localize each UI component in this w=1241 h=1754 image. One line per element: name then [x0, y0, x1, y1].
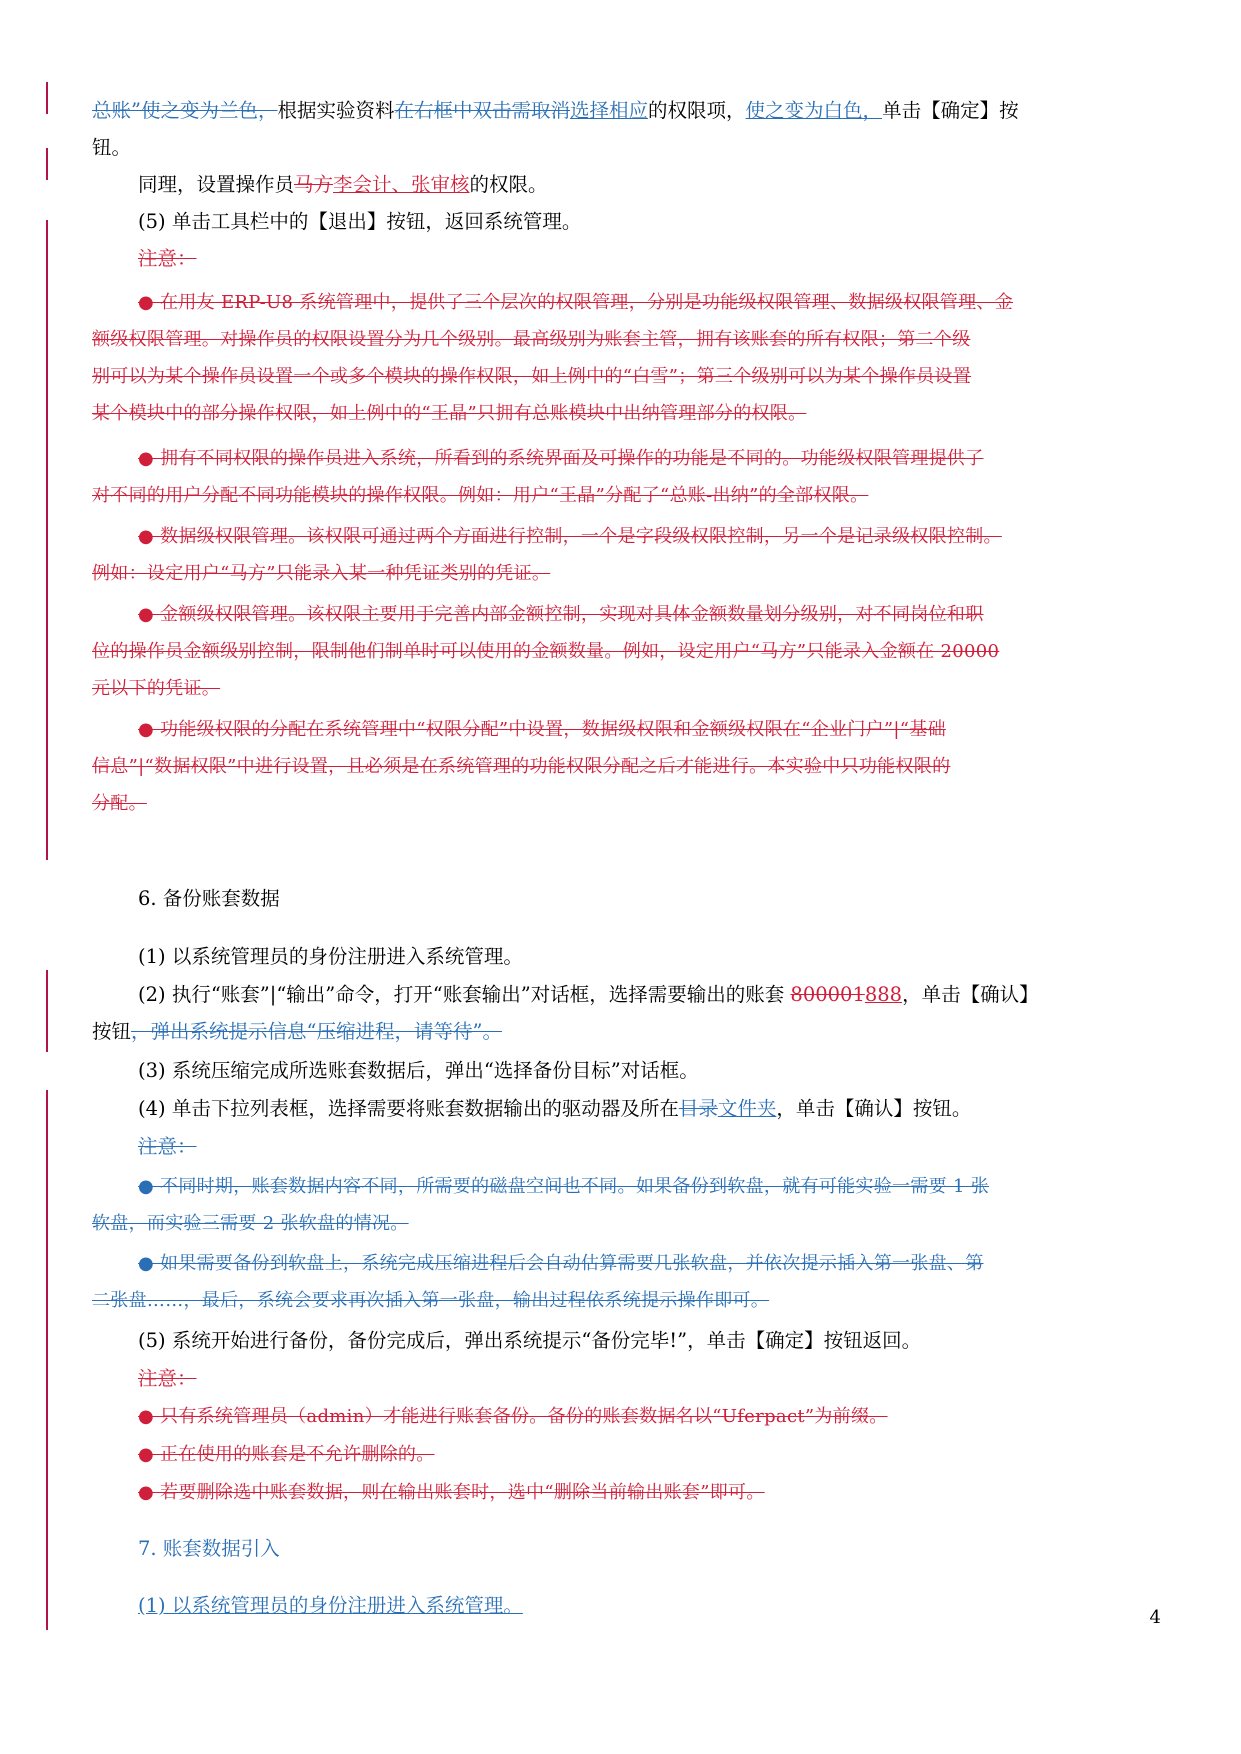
- note-item-cont: 元以下的凭证。: [92, 678, 221, 699]
- deleted-text: 目录: [678, 1097, 718, 1120]
- text: ，单击【确认】按钮。: [776, 1097, 972, 1120]
- note-item-cont: 例如：设定用户“马方”只能录入某一种凭证类别的凭证。: [92, 563, 551, 584]
- paragraph: [92, 203, 1206, 240]
- text: 的权限。: [469, 173, 548, 196]
- inserted-text: 888: [864, 983, 903, 1006]
- change-bar: [46, 970, 48, 1052]
- paragraph: [92, 129, 1160, 166]
- step: (5) 系统开始进行备份，备份完成后，弹出系统提示“备份完毕!”，单击【确定】按钮返回。: [138, 1329, 922, 1352]
- step: (1) 以系统管理员的身份注册进入系统管理。: [138, 1594, 523, 1617]
- deleted-text: 马方: [294, 173, 334, 196]
- note-item-cont: 额级权限管理。对操作员的权限设置分为几个级别。最高级别为账套主管，拥有该账套的所有权限；第二个级: [92, 329, 971, 350]
- step: [92, 1090, 1206, 1127]
- step: [92, 976, 1206, 1013]
- text: 根据实验资料: [277, 99, 395, 122]
- note-title: 注意：: [138, 247, 197, 270]
- note-item: ● 只有系统管理员（admin）才能进行账套备份。备份的账套数据名以“Uferpact”为前缀。: [138, 1406, 888, 1427]
- note-item-cont: 某个模块中的部分操作权限，如上例中的“王晶”只拥有总账模块中出纳管理部分的权限。: [92, 403, 807, 424]
- inserted-text: 文件夹: [717, 1097, 777, 1120]
- page-number: 4: [1149, 1607, 1161, 1628]
- note-item-cont: 位的操作员金额级别控制，限制他们制单时可以使用的金额数量。例如，设定用户“马方”只能录入金额在 20000: [92, 641, 1000, 662]
- note-item: ● 拥有不同权限的操作员进入系统，所看到的系统界面及可操作的功能是不同的。功能级权限管理提供了: [138, 448, 984, 469]
- text: 钮。: [92, 136, 132, 159]
- paragraph: [92, 92, 1160, 129]
- note-item: ● 不同时期，账套数据内容不同，所需要的磁盘空间也不同。如果备份到软盘，就有可能实验一需要 1 张: [138, 1176, 990, 1197]
- note-item-cont: 软盘，而实验三需要 2 张软盘的情况。: [92, 1213, 409, 1234]
- note-item: ● 金额级权限管理。该权限主要用于完善内部金额控制，实现对具体金额数量划分级别，对不同岗位和职: [138, 604, 984, 625]
- inserted-text: 李会计、张审核: [333, 173, 470, 196]
- note-item-cont: 对不同的用户分配不同功能模块的操作权限。例如：用户“王晶”分配了“总账-出纳”的全部权限。: [92, 485, 869, 506]
- text: (5) 单击工具栏中的【退出】按钮，返回系统管理。: [138, 210, 582, 233]
- deleted-text: 总账”使之变为兰色，: [92, 99, 278, 122]
- section-heading: 6. 备份账套数据: [138, 887, 280, 910]
- deleted-text: 在右框中双击需取消: [394, 99, 571, 122]
- note-item: ● 正在使用的账套是不允许删除的。: [138, 1444, 435, 1465]
- note-item-cont: 别可以为某个操作员设置一个或多个模块的操作权限，如上例中的“白雪”；第三个级别可以为某个操作员设置: [92, 366, 972, 387]
- text: (4) 单击下拉列表框，选择需要将账套数据输出的驱动器及所在: [138, 1097, 679, 1120]
- section-heading: 7. 账套数据引入: [138, 1537, 280, 1560]
- change-bar: [46, 220, 48, 860]
- text: (2) 执行“账套”|“输出”命令，打开“账套输出”对话框，选择需要输出的账套: [138, 983, 791, 1006]
- step-cont: [92, 1013, 1160, 1050]
- text: 的权限项，: [648, 99, 746, 122]
- note-item: ● 如果需要备份到软盘上，系统完成压缩进程后会自动估算需要几张软盘，并依次提示插入第一张盘、第: [138, 1253, 984, 1274]
- text: ，单击【确认】: [902, 983, 1039, 1006]
- change-bar: [46, 148, 48, 180]
- change-bar: [46, 82, 48, 114]
- note-item-cont: 二张盘……，最后，系统会要求再次插入第一张盘，输出过程依系统提示操作即可。: [92, 1290, 770, 1311]
- step: (3) 系统压缩完成所选账套数据后，弹出“选择备份目标”对话框。: [138, 1059, 699, 1082]
- paragraph: [92, 166, 1206, 203]
- deleted-text: ，弹出系统提示信息“压缩进程，请等待”。: [131, 1020, 502, 1043]
- note-title: 注意：: [138, 1135, 197, 1158]
- note-item-cont: 分配。: [92, 793, 147, 814]
- note-item: ● 在用友 ERP-U8 系统管理中，提供了三个层次的权限管理，分别是功能级权限管理、数据级权限管理、金: [138, 292, 1013, 313]
- note-title: 注意：: [138, 1367, 197, 1390]
- inserted-text: 使之变为白色，: [745, 99, 883, 122]
- step: (1) 以系统管理员的身份注册进入系统管理。: [138, 945, 523, 968]
- note-item: ● 若要删除选中账套数据，则在输出账套时，选中“删除当前输出账套”即可。: [138, 1482, 765, 1503]
- change-bar: [46, 1090, 48, 1630]
- text: 按钮: [92, 1020, 132, 1043]
- text: 同理，设置操作员: [138, 173, 295, 196]
- note-item-cont: 信息”|“数据权限”中进行设置，且必须是在系统管理的功能权限分配之后才能进行。本实验中只功能权限的: [92, 756, 951, 777]
- note-item: ● 功能级权限的分配在系统管理中“权限分配”中设置，数据级权限和金额级权限在“企业门户”|“基础: [138, 719, 946, 740]
- deleted-text: 800001: [790, 983, 865, 1006]
- text: 单击【确定】按: [882, 99, 1019, 122]
- note-item: ● 数据级权限管理。该权限可通过两个方面进行控制，一个是字段级权限控制，另一个是记录级权限控制。: [138, 526, 1002, 547]
- inserted-text: 选择相应: [570, 99, 649, 122]
